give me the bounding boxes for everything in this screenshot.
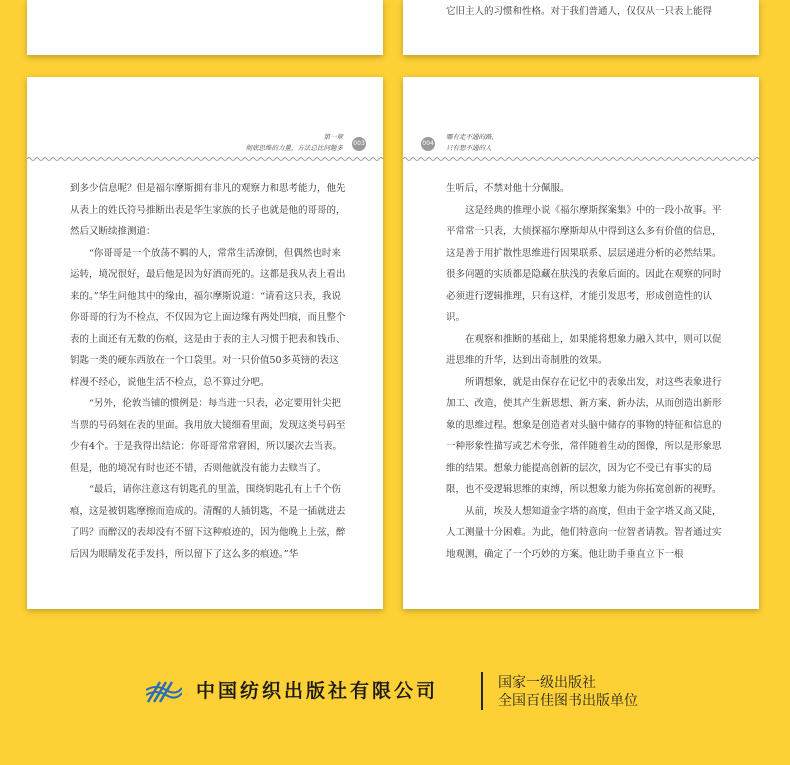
paragraph: “另外，伦敦当铺的惯例是：每当进一只表，必定要用针尖把当票的号码刻在表的里面。我用放大镜细看里面，发现这类号码至少有4个。于是我得出结论：你哥哥常常窘困，所以屡次去当表。但是，他的境况有时也还不错，否则他就没有能力去赎当了。 — [70, 398, 346, 474]
chapter-title: 彻底思维的力量，方法总比问题多 — [245, 144, 343, 152]
book-title-line2: 只有想不通的人 — [446, 144, 492, 152]
book-title-line1: 哪有走不通的路， — [446, 133, 498, 141]
header-wave-divider — [403, 156, 759, 162]
publisher-tagline-1: 国家一级出版社 — [498, 675, 596, 691]
publisher-logo-icon — [146, 676, 182, 704]
paragraph: 生听后，不禁对他十分佩服。 — [446, 183, 570, 194]
paragraph: “你哥哥是一个放荡不羁的人，常常生活潦倒，但偶然也时来运转，境况很好，最后他是因为好酒而死的。这都是我从表上看出来的。”华生问他其中的缘由，福尔摩斯说道：“请看这只表，我说你哥哥的行为不检点，不仅因为它上面边缘有两处凹痕，而且整个表的上面还有无数的伤痕，这是由于表的主人习惯于把表和钱币、钥匙一类的硬东西放在一个口袋里。对一只价值50多英镑的表这样漫不经心，说他生活不检点，总不算过分吧。 — [70, 247, 346, 388]
page-number-badge: 004 — [421, 137, 435, 151]
paragraph: 从前，埃及人想知道金字塔的高度，但由于金字塔又高又陡，人工测量十分困难。为此，他们特意向一位智者请教。智者通过实地观测，确定了一个巧妙的方案。他让助手垂直立下一根 — [446, 505, 722, 560]
book-page-left — [27, 77, 383, 609]
paragraph: 到多少信息呢？但是福尔摩斯拥有非凡的观察力和思考能力，他先从表上的姓氏符号推断出表是华生家族的长子也就是他的哥哥的，然后又断续推测道： — [70, 183, 346, 237]
paragraph: 在观察和推断的基础上，如果能将想象力融入其中，则可以促进思维的升华，达到出奇制胜的效果。 — [446, 333, 722, 366]
paragraph: 所谓想象，就是由保存在记忆中的表象出发，对这些表象进行加工、改造，使其产生新思想、新方案、新办法，从而创造出新形象的思维过程。想象是创造者对头脑中储存的事物的特征和信息的一种形象性描写或艺术夸张，常伴随着生动的图像，所以是形象思维的结果。想象力能提高创新的层次，因为它不受已有事实的局限，也不受逻辑思维的束缚，所以想象力能为你拓宽创新的视野。 — [446, 376, 722, 495]
page-body-text — [446, 178, 723, 565]
previous-page-left-fragment — [27, 0, 383, 55]
chapter-number: 第一章 — [323, 133, 343, 141]
header-wave-divider — [27, 156, 383, 162]
publisher-tagline-2: 全国百佳图书出版单位 — [498, 693, 638, 709]
paragraph: 这是经典的推理小说《福尔摩斯探案集》中的一段小故事。平平常常一只表，大侦探福尔摩斯却从中得到这么多有价值的信息，这是善于用扩散性思维进行因果联系、层层递进分析的必然结果。很多问题的实质都是隐藏在肤浅的表象后面的。因此在观察的同时必须进行逻辑推理，只有这样，才能引发思考，形成创造性的认识。 — [446, 204, 722, 323]
book-title-header — [446, 132, 498, 154]
logo-divider — [481, 672, 483, 710]
page-body-text — [70, 178, 347, 565]
page-number-badge: 003 — [352, 137, 366, 151]
chapter-header — [246, 132, 344, 154]
page-text-line: 它旧主人的习惯和性格。对于我们普通人，仅仅从一只表上能得 — [446, 6, 713, 17]
paragraph: “最后，请你注意这有钥匙孔的里盖，围绕钥匙孔有上千个伤痕，这是被钥匙摩擦而造成的。清醒的人插钥匙，不是一插就进去了吗？而醉汉的表却没有不留下这种痕迹的，因为他晚上上弦，醉后因为眼睛发花手发抖，所以留下了这么多的痕迹。”华 — [70, 484, 346, 560]
book-page-right — [403, 77, 759, 609]
previous-page-right-fragment — [403, 0, 759, 55]
publisher-name: 中国纺织出版社有限公司 — [196, 680, 439, 702]
